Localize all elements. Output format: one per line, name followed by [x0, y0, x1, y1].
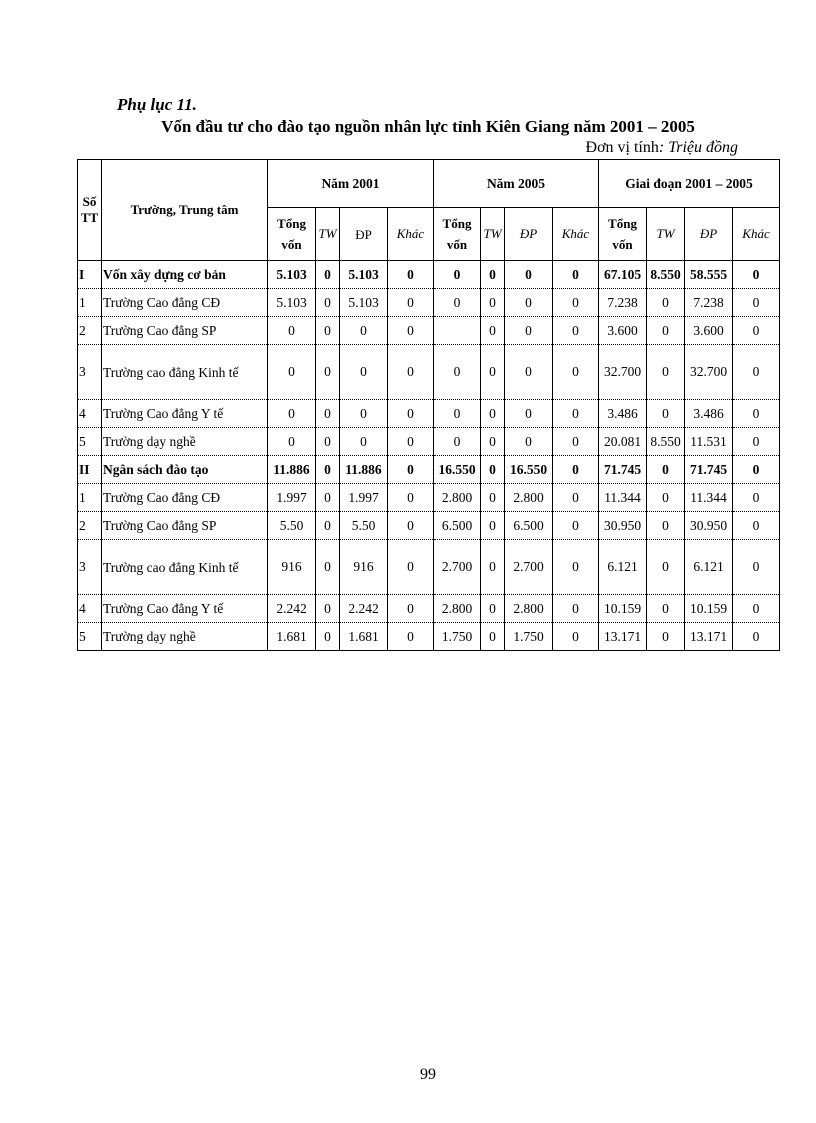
- value-cell: 0: [733, 512, 780, 540]
- value-cell: 0: [647, 345, 685, 400]
- value-cell: 0: [553, 261, 599, 289]
- value-cell: 0: [505, 345, 553, 400]
- row-name: Trường Cao đẳng CĐ: [102, 484, 268, 512]
- value-cell: 0: [316, 400, 340, 428]
- value-cell: 0: [505, 261, 553, 289]
- table-row: [78, 289, 780, 317]
- row-stt: 1: [78, 289, 102, 317]
- value-cell: 13.171: [685, 623, 733, 651]
- value-cell: 0: [340, 428, 388, 456]
- value-cell: 8.550: [647, 261, 685, 289]
- value-cell: 3.600: [599, 317, 647, 345]
- value-cell: 0: [268, 400, 316, 428]
- value-cell: 0: [388, 623, 434, 651]
- row-name: Trường Cao đẳng SP: [102, 317, 268, 345]
- unit-note: [586, 139, 738, 157]
- value-cell: 0: [316, 289, 340, 317]
- value-cell: 0: [388, 595, 434, 623]
- value-cell: 0: [434, 261, 481, 289]
- value-cell: 13.171: [599, 623, 647, 651]
- unit-value: : Triệu đồng: [658, 139, 738, 156]
- value-cell: 5.103: [268, 261, 316, 289]
- value-cell: 0: [647, 317, 685, 345]
- value-cell: 0: [505, 400, 553, 428]
- value-cell: 0: [733, 345, 780, 400]
- value-cell: 0: [316, 512, 340, 540]
- value-cell: 0: [647, 540, 685, 595]
- value-cell: 0: [481, 595, 505, 623]
- value-cell: 8.550: [647, 428, 685, 456]
- value-cell: 0: [388, 484, 434, 512]
- value-cell: 32.700: [599, 345, 647, 400]
- value-cell: 71.745: [599, 456, 647, 484]
- value-cell: 0: [553, 400, 599, 428]
- subheader-total: Tổng vốn: [434, 208, 481, 261]
- value-cell: 0: [434, 428, 481, 456]
- value-cell: 0: [505, 289, 553, 317]
- value-cell: 0: [553, 289, 599, 317]
- table-row: [78, 456, 780, 484]
- value-cell: 0: [481, 512, 505, 540]
- value-cell: 0: [481, 400, 505, 428]
- row-name: Trường Cao đẳng Y tế: [102, 595, 268, 623]
- value-cell: 2.800: [434, 484, 481, 512]
- value-cell: 0: [340, 345, 388, 400]
- value-cell: 0: [733, 289, 780, 317]
- value-cell: 0: [481, 345, 505, 400]
- value-cell: 0: [481, 623, 505, 651]
- header-group-period: Giai đoạn 2001 – 2005: [599, 160, 780, 208]
- subheader-other: Khác: [388, 208, 434, 261]
- value-cell: 0: [647, 484, 685, 512]
- value-cell: 6.121: [599, 540, 647, 595]
- value-cell: 0: [733, 540, 780, 595]
- value-cell: 0: [316, 261, 340, 289]
- value-cell: 1.681: [268, 623, 316, 651]
- row-stt: 4: [78, 595, 102, 623]
- value-cell: 2.800: [434, 595, 481, 623]
- value-cell: 0: [647, 595, 685, 623]
- value-cell: 1.750: [434, 623, 481, 651]
- value-cell: 3.486: [685, 400, 733, 428]
- appendix-label: Phụ lục 11.: [117, 95, 197, 114]
- value-cell: 0: [553, 484, 599, 512]
- value-cell: 0: [733, 428, 780, 456]
- value-cell: 16.550: [505, 456, 553, 484]
- table-row: [78, 317, 780, 345]
- value-cell: 0: [647, 456, 685, 484]
- subheader-other: Khác: [733, 208, 780, 261]
- row-stt: I: [78, 261, 102, 289]
- value-cell: 2.800: [505, 595, 553, 623]
- value-cell: 0: [388, 540, 434, 595]
- header-group-2001: Năm 2001: [268, 160, 434, 208]
- value-cell: 0: [481, 317, 505, 345]
- value-cell: 0: [481, 428, 505, 456]
- table-row: [78, 261, 780, 289]
- value-cell: 0: [434, 345, 481, 400]
- row-stt: 2: [78, 512, 102, 540]
- value-cell: 0: [340, 400, 388, 428]
- value-cell: 0: [553, 345, 599, 400]
- value-cell: 0: [733, 484, 780, 512]
- value-cell: 6.500: [434, 512, 481, 540]
- value-cell: 58.555: [685, 261, 733, 289]
- value-cell: 0: [647, 289, 685, 317]
- value-cell: 0: [733, 456, 780, 484]
- value-cell: 0: [268, 428, 316, 456]
- subheader-tw: TW: [316, 208, 340, 261]
- value-cell: 0: [553, 595, 599, 623]
- value-cell: 0: [647, 400, 685, 428]
- value-cell: 0: [388, 428, 434, 456]
- value-cell: 0: [733, 261, 780, 289]
- value-cell: 7.238: [599, 289, 647, 317]
- value-cell: 0: [647, 623, 685, 651]
- table-body: [78, 261, 780, 651]
- row-stt: 2: [78, 317, 102, 345]
- value-cell: 1.681: [340, 623, 388, 651]
- value-cell: 5.103: [340, 261, 388, 289]
- value-cell: 6.121: [685, 540, 733, 595]
- value-cell: 67.105: [599, 261, 647, 289]
- value-cell: 0: [340, 317, 388, 345]
- value-cell: 0: [388, 345, 434, 400]
- row-stt: 5: [78, 623, 102, 651]
- value-cell: 0: [553, 623, 599, 651]
- value-cell: 11.886: [340, 456, 388, 484]
- header-name: Trường, Trung tâm: [102, 160, 268, 261]
- value-cell: 0: [316, 484, 340, 512]
- value-cell: 71.745: [685, 456, 733, 484]
- value-cell: 1.750: [505, 623, 553, 651]
- value-cell: 0: [388, 400, 434, 428]
- value-cell: 3.486: [599, 400, 647, 428]
- value-cell: 0: [553, 456, 599, 484]
- value-cell: 10.159: [599, 595, 647, 623]
- value-cell: 2.800: [505, 484, 553, 512]
- subheader-other: Khác: [553, 208, 599, 261]
- document-title: Vốn đầu tư cho đào tạo nguồn nhân lực tỉnh Kiên Giang năm 2001 – 2005: [161, 117, 695, 136]
- value-cell: 0: [647, 512, 685, 540]
- header-stt: Số TT: [78, 160, 102, 261]
- value-cell: 11.344: [599, 484, 647, 512]
- value-cell: 916: [340, 540, 388, 595]
- value-cell: 3.600: [685, 317, 733, 345]
- row-stt: 1: [78, 484, 102, 512]
- value-cell: 11.886: [268, 456, 316, 484]
- row-name: Vốn xây dựng cơ bản: [102, 261, 268, 289]
- subheader-total: Tổng vốn: [268, 208, 316, 261]
- value-cell: 0: [553, 317, 599, 345]
- value-cell: 1.997: [268, 484, 316, 512]
- value-cell: 5.50: [340, 512, 388, 540]
- unit-label: Đơn vị tính: [585, 139, 659, 156]
- row-name: Trường cao đẳng Kinh tế: [102, 345, 268, 400]
- subheader-tw: TW: [481, 208, 505, 261]
- row-stt: II: [78, 456, 102, 484]
- value-cell: 0: [553, 512, 599, 540]
- table-row: [78, 484, 780, 512]
- value-cell: 0: [434, 400, 481, 428]
- page-number: 99: [420, 1066, 436, 1083]
- value-cell: 0: [505, 428, 553, 456]
- table-row: [78, 623, 780, 651]
- subheader-dp: ĐP: [340, 208, 388, 261]
- value-cell: 0: [481, 540, 505, 595]
- row-name: Ngân sách đào tạo: [102, 456, 268, 484]
- value-cell: 0: [481, 456, 505, 484]
- subheader-total: Tổng vốn: [599, 208, 647, 261]
- value-cell: 0: [434, 289, 481, 317]
- value-cell: 0: [316, 456, 340, 484]
- row-name: Trường Cao đẳng Y tế: [102, 400, 268, 428]
- value-cell: 0: [553, 540, 599, 595]
- value-cell: 0: [388, 261, 434, 289]
- value-cell: [434, 317, 481, 345]
- value-cell: 0: [388, 317, 434, 345]
- row-stt: 3: [78, 540, 102, 595]
- value-cell: 2.242: [268, 595, 316, 623]
- value-cell: 0: [268, 345, 316, 400]
- value-cell: 0: [316, 345, 340, 400]
- value-cell: 1.997: [340, 484, 388, 512]
- value-cell: 916: [268, 540, 316, 595]
- value-cell: 0: [553, 428, 599, 456]
- table-row: [78, 400, 780, 428]
- table-row: [78, 595, 780, 623]
- row-stt: 3: [78, 345, 102, 400]
- subheader-dp: ĐP: [685, 208, 733, 261]
- value-cell: 11.531: [685, 428, 733, 456]
- row-name: Trường dạy nghề: [102, 623, 268, 651]
- table-row: [78, 512, 780, 540]
- value-cell: 0: [388, 289, 434, 317]
- subheader-dp: ĐP: [505, 208, 553, 261]
- investment-table: [77, 159, 780, 651]
- row-name: Trường dạy nghề: [102, 428, 268, 456]
- value-cell: 0: [481, 289, 505, 317]
- value-cell: 0: [733, 623, 780, 651]
- value-cell: 2.700: [505, 540, 553, 595]
- value-cell: 16.550: [434, 456, 481, 484]
- value-cell: 0: [388, 512, 434, 540]
- value-cell: 0: [505, 317, 553, 345]
- value-cell: 2.242: [340, 595, 388, 623]
- table-row: [78, 428, 780, 456]
- value-cell: 6.500: [505, 512, 553, 540]
- value-cell: 2.700: [434, 540, 481, 595]
- value-cell: 0: [268, 317, 316, 345]
- value-cell: 10.159: [685, 595, 733, 623]
- row-name: Trường cao đẳng Kinh tế: [102, 540, 268, 595]
- value-cell: 0: [316, 317, 340, 345]
- value-cell: 32.700: [685, 345, 733, 400]
- table-row: [78, 345, 780, 400]
- value-cell: 0: [316, 428, 340, 456]
- value-cell: 0: [316, 623, 340, 651]
- value-cell: 30.950: [599, 512, 647, 540]
- value-cell: 11.344: [685, 484, 733, 512]
- value-cell: 0: [316, 595, 340, 623]
- row-stt: 5: [78, 428, 102, 456]
- value-cell: 0: [733, 317, 780, 345]
- value-cell: 20.081: [599, 428, 647, 456]
- table-row: [78, 540, 780, 595]
- value-cell: 5.103: [340, 289, 388, 317]
- value-cell: 0: [481, 261, 505, 289]
- value-cell: 0: [733, 400, 780, 428]
- row-stt: 4: [78, 400, 102, 428]
- value-cell: 0: [388, 456, 434, 484]
- value-cell: 0: [481, 484, 505, 512]
- row-name: Trường Cao đẳng CĐ: [102, 289, 268, 317]
- value-cell: 0: [316, 540, 340, 595]
- header-group-2005: Năm 2005: [434, 160, 599, 208]
- value-cell: 5.50: [268, 512, 316, 540]
- value-cell: 30.950: [685, 512, 733, 540]
- subheader-tw: TW: [647, 208, 685, 261]
- row-name: Trường Cao đẳng SP: [102, 512, 268, 540]
- value-cell: 0: [733, 595, 780, 623]
- value-cell: 5.103: [268, 289, 316, 317]
- value-cell: 7.238: [685, 289, 733, 317]
